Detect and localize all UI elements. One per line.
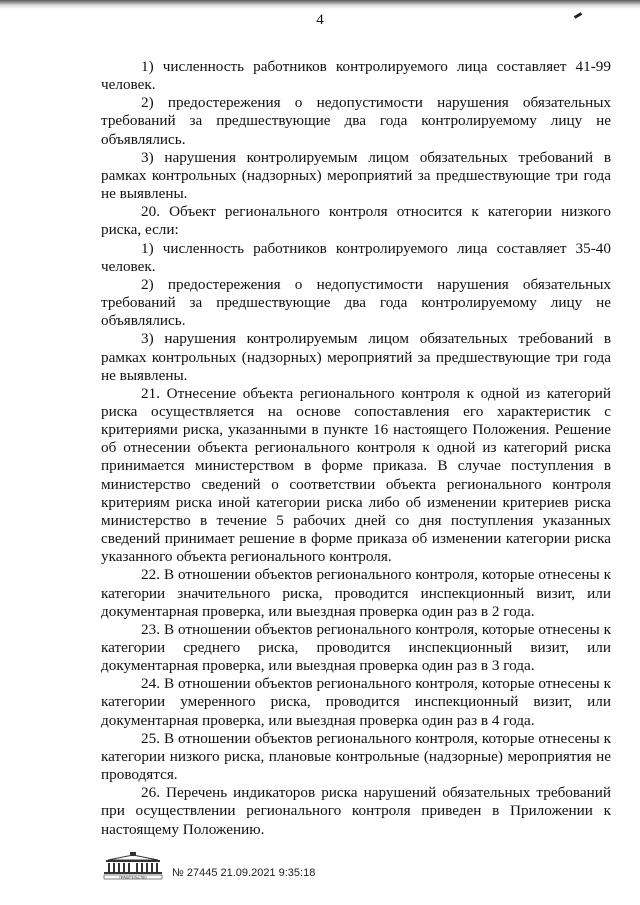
svg-text:ПРАВИТЕЛЬСТВО: ПРАВИТЕЛЬСТВО (119, 875, 147, 880)
paragraph: 3) нарушения контролируемым лицом обязательных требований в рамках контрольных (надзорных) мероприятий за предшествующие три года не выявлены. (101, 148, 611, 203)
paragraph: 20. Объект регионального контроля относится к категории низкого риска, если: (101, 203, 611, 239)
paragraph: 25. В отношении объектов регионального контроля, которые отнесены к категории низкого риска, плановые контрольные (надзорные) мероприятия не проводятся. (101, 729, 611, 784)
paragraph: 24. В отношении объектов регионального контроля, которые отнесены к категории умеренного риска, проводится инспекционный визит, или документарная проверка, или выездная проверка один раз в 4 года. (101, 675, 611, 729)
paragraph: 2) предостережения о недопустимости нарушения обязательных требований за предшествующие два года контролируемому лицу не объявлялись. (101, 94, 611, 148)
paragraph: 21. Отнесение объекта регионального контроля к одной из категорий риска осуществляется на основе сопоставления его характеристик с критериями риска, указанными в пункте 16 настоящего Положения. Решение об отнесении объекта регионального контроля к одной из категорий риска принимается министерством в форме приказа. В случае поступления в министерство сведений о соответствии объекта регионального контроля критериям риска иной категории риска либо об изменении критериев риска министерство в течение 5 рабочих дней со дня поступления указанных сведений принимает решение в форме приказа об изменении категории риска указанного объекта регионального контроля. (101, 384, 611, 566)
scan-edge (0, 0, 640, 10)
government-building-logo (100, 850, 166, 880)
paragraph: 3) нарушения контролируемым лицом обязательных требований в рамках контрольных (надзорных) мероприятий за предшествующие три года не выявлены. (101, 330, 611, 384)
paragraph: 23. В отношении объектов регионального контроля, которые отнесены к категории среднего риска, проводится инспекционный визит, или документарная проверка, или выездная проверка один раз в 3 года. (101, 620, 611, 675)
paragraph: 26. Перечень индикаторов риска нарушений обязательных требований при осуществлении регионального контроля приведен в Приложении к настоящему Положению. (101, 784, 611, 838)
document-body (101, 58, 611, 839)
paragraph: 1) численность работников контролируемого лица составляет 35-40 человек. (101, 239, 611, 275)
registration-stamp: № 27445 21.09.2021 9:35:18 (172, 867, 316, 879)
page-number: 4 (316, 12, 324, 28)
paragraph: 1) численность работников контролируемого лица составляет 41-99 человек. (101, 58, 611, 94)
paragraph: 22. В отношении объектов регионального контроля, которые отнесены к категории значительного риска, проводится инспекционный визит, или документарная проверка, или выездная проверка один раз в 2 года. (101, 566, 611, 620)
paragraph: 2) предостережения о недопустимости нарушения обязательных требований за предшествующие два года контролируемому лицу не объявлялись. (101, 275, 611, 330)
